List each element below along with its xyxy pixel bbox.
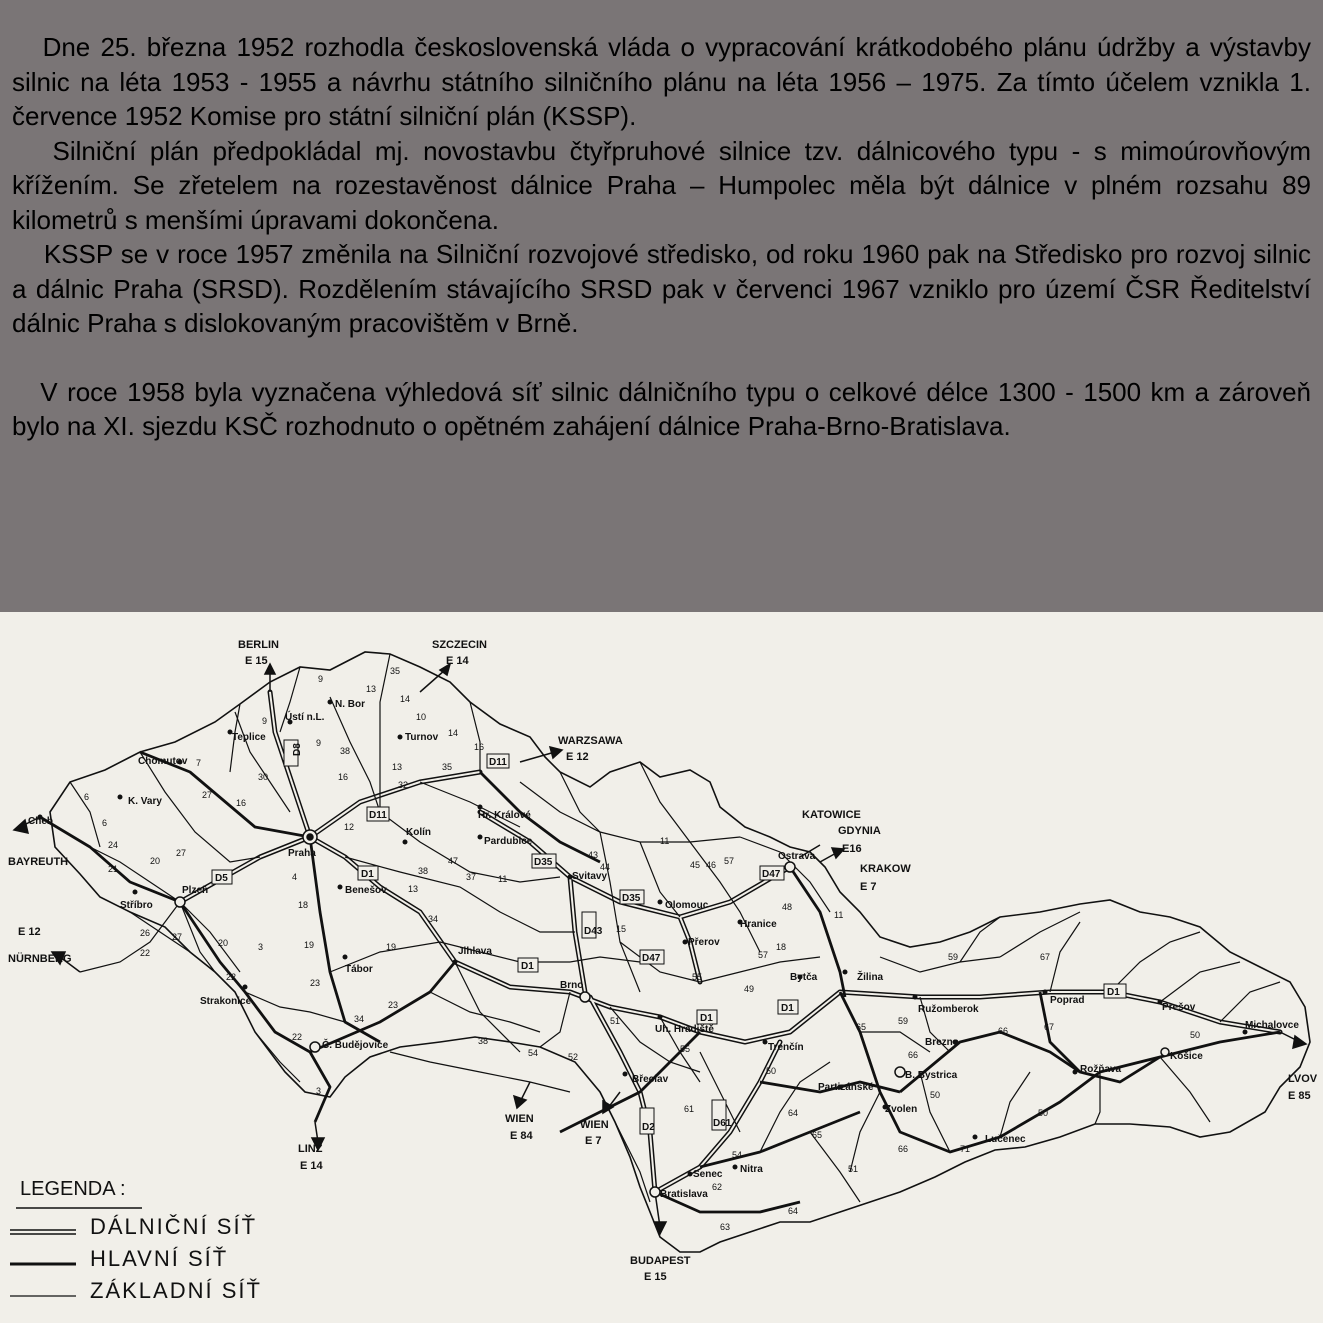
- road-number-76: 54: [732, 1150, 743, 1160]
- road-number-30: 11: [498, 874, 508, 884]
- label-breclav: Břeclav: [632, 1074, 669, 1085]
- road-number-32: 44: [600, 862, 611, 872]
- road-number-48: 38: [478, 1036, 489, 1046]
- label-katowice-e16: E16: [842, 843, 862, 855]
- legend-basic-label: ZÁKLADNÍ SÍŤ: [90, 1278, 262, 1303]
- road-number-77: 62: [712, 1182, 723, 1192]
- road-number-82: 15: [616, 924, 627, 934]
- label-plzen: Plzeň: [182, 885, 209, 896]
- legend-row-basic: [10, 1278, 300, 1308]
- label-nbor: N. Bor: [335, 699, 365, 710]
- road-number-38: 27: [172, 932, 183, 942]
- label-uhhradiste: Uh. Hradiště: [655, 1024, 714, 1035]
- road-label-d2: [640, 1108, 655, 1134]
- legend-main-line: [10, 1260, 76, 1268]
- road-number-34: 46: [706, 860, 717, 870]
- label-chomutov: Chomutov: [138, 756, 188, 767]
- road-number-14: 38: [340, 746, 351, 756]
- road-number-42: 19: [386, 942, 397, 952]
- highway-label-text: D61: [713, 1118, 732, 1129]
- label-ruzomberok: Ružomberok: [918, 1004, 979, 1015]
- road-number-74: 51: [848, 1164, 859, 1174]
- road-number-53: 49: [744, 984, 755, 994]
- label-benesov: Benešov: [345, 885, 387, 896]
- label-pardubice: Pardubice: [484, 836, 533, 847]
- label-zilina: Žilina: [857, 972, 884, 983]
- bbystrica-marker: [895, 1067, 905, 1077]
- road-number-47: 3: [316, 1086, 322, 1096]
- road-label-d1a: [358, 866, 378, 880]
- road-number-50: 52: [568, 1052, 579, 1062]
- highway-label-text: D11: [369, 810, 387, 821]
- road-number-1: 9: [318, 674, 324, 684]
- label-warszawa-e12: E 12: [566, 751, 589, 763]
- label-senec: Senec: [693, 1169, 723, 1180]
- road-number-63: 67: [1040, 952, 1051, 962]
- road-number-52: 55: [692, 972, 703, 982]
- road-number-80: 13: [408, 884, 419, 894]
- label-prerov: Přerov: [688, 937, 720, 948]
- label-szczecin: SZCZECIN: [432, 639, 487, 651]
- legend-row-main: [10, 1246, 300, 1276]
- label-linz-e14: E 14: [300, 1160, 323, 1172]
- road-number-65: 67: [1044, 1022, 1055, 1032]
- paragraph-3: [12, 237, 1311, 341]
- label-roznava: Rožňava: [1080, 1064, 1122, 1075]
- label-bytca: Bytča: [790, 972, 818, 983]
- legend-row-highway: [10, 1214, 300, 1244]
- road-number-51: 51: [610, 1016, 621, 1026]
- label-wien-e7-code: E 7: [585, 1135, 602, 1147]
- road-number-79: 61: [684, 1104, 695, 1114]
- road-number-45: 34: [354, 1014, 365, 1024]
- label-teplice: Teplice: [232, 732, 266, 743]
- road-label-d11b: [367, 807, 389, 821]
- label-partizanske: Partizánské: [818, 1082, 874, 1093]
- label-katowice: KATOWICE: [802, 809, 861, 821]
- highway-label-text: D5: [215, 873, 228, 884]
- label-nurnberg-e12: E 12: [18, 926, 41, 938]
- road-number-17: 35: [442, 762, 453, 772]
- label-hrkralove: Hr. Králové: [478, 810, 531, 821]
- label-nitra: Nitra: [740, 1164, 763, 1175]
- paragraph-1: [12, 30, 1311, 134]
- road-number-62: 59: [948, 952, 959, 962]
- paragraph-2: [12, 134, 1311, 238]
- road-number-3: 35: [390, 666, 401, 676]
- road-number-29: 37: [466, 872, 477, 882]
- paragraph-2-text: Silniční plán předpokládal mj. novostavbu čtyřpruhové silnice tzv. dálnicového typu - s mimoúrovňovým křížením. Se zřetelem na rozestavěnost dálnice Praha – Humpolec měla být dálnice v plném rozsahu 89 kilometrů s menšími úpravami dokončena.: [12, 135, 1312, 235]
- label-bayreuth: BAYREUTH: [8, 856, 69, 868]
- highway-label-text: D8: [292, 743, 303, 756]
- label-michalovce: Michalovce: [1245, 1020, 1299, 1031]
- road-number-85: 6: [84, 792, 90, 802]
- road-number-49: 54: [528, 1048, 539, 1058]
- road-number-59: 11: [834, 910, 844, 920]
- road-number-6: 14: [448, 728, 459, 738]
- road-label-d1d: [778, 1000, 798, 1014]
- text-panel: [0, 0, 1323, 612]
- label-cbudejovice: Č. Budějovice: [322, 1040, 389, 1051]
- paragraph-3-text: KSSP se v roce 1957 změnila na Silniční rozvojové středisko, od roku 1960 pak na Středisko pro rozvoj silnic a dálnic Praha (SRSD). Rozdělením stávajícího SRSD pak v červenci 1967 vzniklo pro území ČSR Ředitelství dálnic Praha s dislokovaným pracovištěm v Brně.: [12, 239, 1311, 338]
- map-legend: [0, 1170, 300, 1310]
- label-budapest-e15: E 15: [644, 1271, 667, 1283]
- road-number-57: 57: [758, 950, 769, 960]
- road-number-2: 13: [366, 684, 377, 694]
- road-number-83: 3: [258, 942, 264, 952]
- highway-label-text: D2: [642, 1122, 655, 1133]
- road-number-84: 9: [262, 716, 268, 726]
- road-number-40: 22: [226, 972, 237, 982]
- road-number-73: 50: [1038, 1108, 1049, 1118]
- road-label-d61: [712, 1100, 732, 1130]
- label-trencin: Trenčín: [768, 1042, 804, 1053]
- road-number-67: 66: [908, 1050, 919, 1060]
- label-hranice: Hranice: [740, 919, 777, 930]
- label-poprad: Poprad: [1050, 995, 1085, 1006]
- road-number-5: 10: [416, 712, 427, 722]
- label-lucenec: Lučenec: [985, 1134, 1026, 1145]
- legend-basic-line: [10, 1292, 76, 1300]
- label-olomouc: Olomouc: [665, 900, 709, 911]
- road-label-d35a: [532, 854, 556, 868]
- label-gdynia: GDYNIA: [838, 825, 881, 837]
- label-presov: Prešov: [1162, 1002, 1196, 1013]
- road-number-78: 63: [720, 1222, 731, 1232]
- road-number-64: 66: [998, 1026, 1009, 1036]
- label-ostrava: Ostrava: [778, 851, 816, 862]
- label-zvolen: Zvolen: [885, 1104, 918, 1115]
- brno-marker: [580, 992, 590, 1002]
- label-wien-e7: WIEN: [580, 1119, 609, 1131]
- label-tabor: Tábor: [345, 964, 373, 975]
- label-budapest: BUDAPEST: [630, 1255, 691, 1267]
- label-bratislava: Bratislava: [660, 1189, 708, 1200]
- road-number-56: 18: [776, 942, 787, 952]
- road-number-46: 22: [292, 1032, 303, 1042]
- road-number-31: 43: [588, 850, 599, 860]
- road-number-19: 6: [102, 818, 108, 828]
- label-krakow: KRAKOW: [860, 863, 911, 875]
- road-number-12: 16: [236, 798, 247, 808]
- road-number-75: 64: [788, 1206, 799, 1216]
- road-number-33: 45: [690, 860, 701, 870]
- road-number-8: 7: [196, 758, 202, 768]
- legend-highway-line: [10, 1228, 76, 1236]
- road-number-70: 65: [812, 1130, 823, 1140]
- road-number-44: 23: [388, 1000, 399, 1010]
- road-number-18: 11: [660, 836, 670, 846]
- kosice-marker: [1161, 1048, 1169, 1056]
- road-label-d1c: [697, 1010, 717, 1024]
- road-label-d1b: [518, 958, 538, 972]
- label-linz: LINZ: [298, 1143, 323, 1155]
- road-number-4: 14: [400, 694, 411, 704]
- label-szczecin-e14: E 14: [446, 655, 469, 667]
- label-kolin: Kolín: [406, 827, 431, 838]
- label-krakow-e7: E 7: [860, 881, 877, 893]
- legend-highway-label: DÁLNIČNÍ SÍŤ: [90, 1214, 258, 1239]
- label-usti: Ústí n.L.: [285, 712, 325, 723]
- label-stribro: Stříbro: [120, 900, 153, 911]
- bratislava-marker: [650, 1187, 660, 1197]
- road-label-d8: [284, 740, 303, 766]
- legend-title-underline: [16, 1206, 146, 1210]
- road-number-60: 65: [856, 1022, 867, 1032]
- paragraph-4-text: V roce 1958 byla vyznačena výhledová síť silnic dálničního typu o celkové délce 1300 - 1500 km a zároveň bylo na XI. sjezdu KSČ rozhodnuto o opětném zahájení dálnice Praha-Brno-Bratislava.: [12, 376, 1312, 441]
- paragraph-4: [12, 375, 1311, 444]
- road-number-36: 26: [140, 928, 151, 938]
- label-wien-e84: WIEN: [505, 1113, 534, 1125]
- label-jihlava: Jihlava: [458, 946, 492, 957]
- label-turnov: Turnov: [405, 732, 439, 743]
- label-cheb: Cheb: [28, 816, 53, 827]
- highway-label-text: D47: [762, 869, 781, 880]
- road-number-13: 9: [316, 738, 322, 748]
- highway-network: [180, 692, 1280, 1192]
- road-number-25: 4: [292, 872, 298, 882]
- road-number-10: 30: [258, 772, 269, 782]
- road-number-35: 57: [724, 856, 735, 866]
- road-label-d5: [212, 870, 232, 884]
- highway-label-text: D35: [534, 857, 553, 868]
- plzen-marker: [175, 897, 185, 907]
- road-number-27: 38: [418, 866, 429, 876]
- road-number-11: 27: [202, 790, 213, 800]
- road-number-58: 48: [782, 902, 793, 912]
- road-number-69: 64: [788, 1108, 799, 1118]
- label-nurnberg: NÜRNBERG: [8, 953, 72, 965]
- road-label-d43: [582, 912, 603, 938]
- road-number-37: 22: [140, 948, 151, 958]
- label-lvov: LVOV: [1288, 1073, 1318, 1085]
- road-number-28: 47: [448, 856, 459, 866]
- label-bbystrica: B. Bystrica: [905, 1070, 958, 1081]
- highway-label-text: D47: [642, 953, 661, 964]
- label-wien-e84-code: E 84: [510, 1130, 533, 1142]
- label-kosice: Košice: [1170, 1051, 1203, 1062]
- road-number-21: 21: [108, 864, 119, 874]
- label-warszawa: WARZSAWA: [558, 735, 623, 747]
- road-number-23: 27: [176, 848, 187, 858]
- legend-title: LEGENDA :: [20, 1178, 126, 1200]
- road-number-72: 71: [960, 1144, 971, 1154]
- label-brno: Brno: [560, 980, 584, 991]
- road-number-66: 50: [1190, 1030, 1201, 1040]
- road-number-68: 50: [930, 1090, 941, 1100]
- road-number-15: 16: [338, 772, 349, 782]
- label-strakonice: Strakonice: [200, 996, 252, 1007]
- highway-label-text: D1: [1107, 987, 1120, 998]
- road-number-16: 32: [398, 780, 409, 790]
- highway-label-text: D1: [521, 961, 534, 972]
- label-svitavy: Svitavy: [572, 871, 608, 882]
- road-label-d47b: [640, 950, 664, 964]
- road-number-22: 20: [150, 856, 161, 866]
- label-brezno: Brezno: [925, 1037, 959, 1048]
- highway-label-text: D35: [622, 893, 641, 904]
- label-berlin: BERLIN: [238, 639, 279, 651]
- road-number-41: 19: [304, 940, 315, 950]
- highway-label-text: D43: [584, 926, 603, 937]
- road-label-d35b: [620, 890, 644, 904]
- road-number-24: 12: [344, 822, 355, 832]
- cbudejovice-marker: [310, 1042, 320, 1052]
- road-number-81: 34: [428, 914, 439, 924]
- label-praha: Praha: [288, 848, 316, 859]
- label-berlin-e15: E 15: [245, 655, 268, 667]
- road-number-26: 18: [298, 900, 309, 910]
- paragraph-1-text: Dne 25. března 1952 rozhodla československá vláda o vypracování krátkodobého plánu údržby a výstavby silnic na léta 1953 - 1955 a návrhu státního silničního plánu na léta 1956 – 1975. Za tímto účelem vznikla 1. července 1952 Komise pro státní silniční plán (KSSP).: [12, 32, 1312, 131]
- road-number-7: 16: [474, 742, 485, 752]
- road-label-d1e: [1104, 984, 1126, 998]
- ostrava-marker: [785, 862, 795, 872]
- road-number-43: 23: [310, 978, 321, 988]
- road-number-61: 59: [898, 1016, 909, 1026]
- road-number-54: 55: [680, 1044, 691, 1054]
- highway-label-text: D11: [489, 757, 507, 768]
- road-number-39: 20: [218, 938, 229, 948]
- label-lvov-e85: E 85: [1288, 1090, 1311, 1102]
- label-kvary: K. Vary: [128, 796, 162, 807]
- legend-main-label: HLAVNÍ SÍŤ: [90, 1246, 229, 1271]
- road-label-d11: [487, 754, 509, 768]
- road-number-20: 24: [108, 840, 119, 850]
- road-number-55: 50: [766, 1066, 777, 1076]
- highway-label-text: D1: [700, 1013, 713, 1024]
- highway-labels: [212, 740, 1126, 1134]
- road-label-d47a: [760, 866, 784, 880]
- road-number-71: 66: [898, 1144, 909, 1154]
- road-numbers: [84, 666, 1200, 1232]
- external-arrows: [14, 664, 1306, 1234]
- road-number-9: 13: [392, 762, 403, 772]
- highway-label-text: D1: [781, 1003, 794, 1014]
- highway-label-text: D1: [361, 869, 374, 880]
